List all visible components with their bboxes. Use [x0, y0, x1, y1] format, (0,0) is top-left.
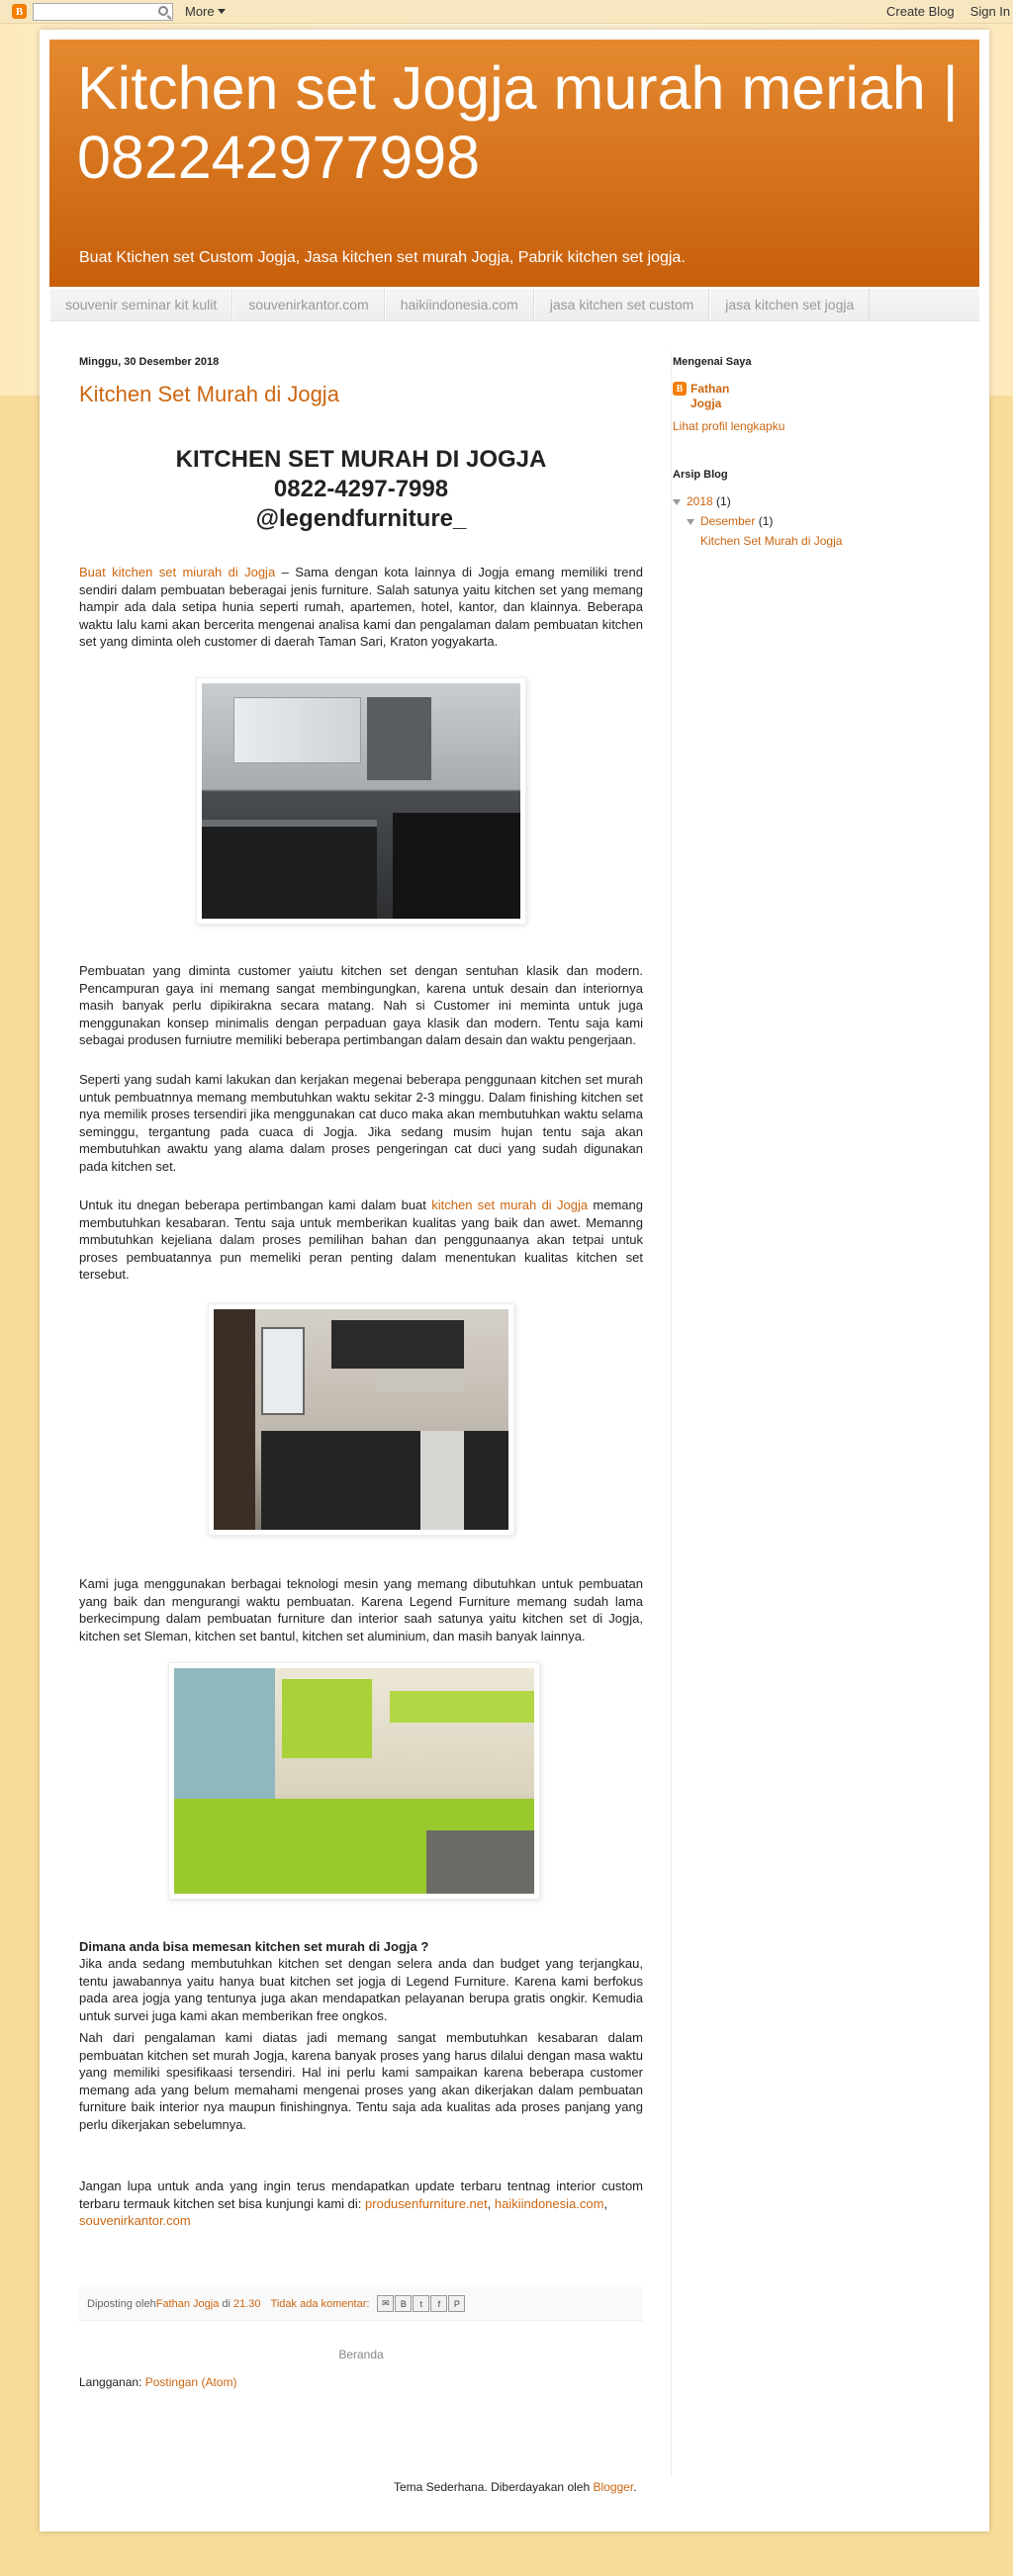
more-menu[interactable]: [185, 4, 226, 19]
at-label: di: [219, 2297, 234, 2310]
paragraph-6: Jika anda sedang membutuhkan kitchen set dengan selera anda dan budget yang terjangkau, tentu jawabannya yaitu hanya buat kitchen set jogja di Legend Furniture. Karena kami berfokus pada area jogja yang tentunya juga akan mendapatkan pelayanan berupa gratis ongkir. Kemudia untuk survei juga kami akan memberikan free ongkos.: [79, 1956, 643, 2023]
beranda-link[interactable]: Beranda: [338, 2348, 384, 2361]
profile-name-link[interactable]: Jogja: [691, 397, 722, 410]
kitchen-photo-modern-black: [202, 683, 520, 919]
blogger-logo-icon[interactable]: B: [12, 4, 27, 19]
blogger-profile-icon: B: [673, 382, 687, 396]
post-heading: [79, 445, 643, 534]
paragraph-8: [79, 2177, 643, 2230]
kitchen-image-3[interactable]: [168, 1662, 540, 1900]
attribution-end: .: [633, 2480, 637, 2494]
archive-month: [687, 514, 930, 528]
tab-souvenirkantor[interactable]: souvenirkantor.com: [232, 289, 384, 320]
post-time-link[interactable]: 21.30: [233, 2297, 261, 2310]
kitchen-image-2[interactable]: [208, 1303, 514, 1536]
link-produsenfurniture[interactable]: produsenfurniture.net: [365, 2195, 488, 2211]
navbar-search[interactable]: [33, 3, 173, 21]
paragraph-5: Kami juga menggunakan berbagai teknologi mesin yang memang dibutuhkan untuk pembuatan yang baik dan mengurangi waktu pembuatan. Karena Legend Furniture memang sudah lama berkecimpung dalam pembuatan furniture dan interior saah satunya yaitu kitchen set di Jogja, kitchen set Sleman, kitchen set bantul, kitchen set aluminium, dan masih banyak lainnya.: [79, 1576, 643, 1643]
author-link[interactable]: Fathan Jogja: [155, 2297, 220, 2310]
paragraph-7: Nah dari pengalaman kami diatas jadi memang sangat membutuhkan kesabaran dalam pembuatan kitchen set murah Jogja, karena banyak proses yang harus dilalui dengan masa waktu yang memiliki spesifikaasi tersendiri. Hal ini perlu kami sampaikan karena beberapa customer memang ada yang belum memahami mengenai proses yang akan dikerjakan dalam pembuatan furniture baik interior nya maupun finishingnya. Tentu saja ada kualitas ada proses panjang yang perlu dikerjakan sebelumnya.: [79, 2030, 643, 2132]
langganan-label: Langganan:: [79, 2375, 145, 2389]
archive-month-count: (1): [755, 514, 774, 528]
blogger-navbar: [0, 0, 1013, 24]
post-date: Minggu, 30 Desember 2018: [79, 356, 220, 368]
view-full-profile-link[interactable]: Lihat profil lengkapku: [673, 419, 785, 433]
archive-month-link[interactable]: Desember: [700, 514, 756, 528]
search-icon[interactable]: [158, 6, 168, 16]
create-blog-link[interactable]: Create Blog: [886, 4, 955, 19]
kitchen-photo-l-shape: [214, 1309, 508, 1530]
tab-jasa-kitchen-set-jogja[interactable]: jasa kitchen set jogja: [709, 289, 870, 320]
tab-jasa-kitchen-set-custom[interactable]: jasa kitchen set custom: [534, 289, 710, 320]
link-souvenirkantor[interactable]: souvenirkantor.com: [79, 2213, 191, 2228]
sidebar-divider: [671, 351, 672, 2477]
blog-title[interactable]: Kitchen set Jogja murah meriah | 082242977998: [77, 54, 959, 191]
heading-instagram: @legendfurniture_: [255, 505, 467, 532]
sidebar: [673, 356, 930, 548]
post-link-kitchen-set-murah[interactable]: kitchen set murah di Jogja: [431, 1198, 589, 1212]
sign-in-link[interactable]: Sign In: [969, 4, 1011, 19]
kitchen-image-1[interactable]: [196, 677, 526, 925]
post-link-kitchen-set[interactable]: Buat kitchen set miurah di Jogja: [79, 565, 276, 579]
comments-link[interactable]: Tidak ada komentar:: [270, 2297, 370, 2310]
blog-header: [49, 40, 979, 287]
subscription-links: [79, 2375, 236, 2389]
paragraph-4-text-b: memang membutuhkan kesabaran. Tentu saja untuk memberikan kualitas yang baik dan awet. Memanng mmbutuhkan kejeliana dalam proses pemilihan bahan dan penggunaanya akan tetpai untuk proses pembuatannya pun memeliki peran penting dalam menentukan kualitas kitchen set tersebut.: [79, 1198, 643, 1282]
main-column: [79, 356, 643, 534]
post-footer: [79, 2287, 643, 2321]
facebook-icon[interactable]: f: [430, 2295, 447, 2312]
question-heading: Dimana anda bisa memesan kitchen set murah di Jogja ?: [79, 1939, 429, 1954]
blog-description: Buat Ktichen set Custom Jogja, Jasa kitchen set murah Jogja, Pabrik kitchen set jogja.: [79, 249, 686, 266]
link-haikiindonesia[interactable]: haikiindonesia.com: [494, 2195, 604, 2211]
separator: ,: [603, 2195, 608, 2211]
paragraph-3: Seperti yang sudah kami lakukan dan kerjakan megenai beberapa penggunaan kitchen set murah untuk pembuatnnya memang membutuhkan waktu sekitar 2-3 minggu. Dalam finishing kitchen set nya memilik proses tersendiri jika menggunakan cat duco maka akan membutuhkan waktu selama seminggu, tergantung pada cuaca di Jogja. Jika sedang musim hujan tentu saja akan membutuhkan awaktu yang alama dalam proses pengeringan cat duci yang sudah digunakan pada kitchen set.: [79, 1072, 643, 1174]
collapse-toggle-icon[interactable]: [687, 519, 694, 525]
separator: ,: [487, 2195, 495, 2211]
blogger-link[interactable]: Blogger: [593, 2480, 634, 2494]
paragraph-1-text: – Sama dengan kota lainnya di Jogja emang memiliki trend sendiri dalam pembuatan beberagai jenis furniture. Salah satunya yaitu kitchen set yang memang hampir ada dala setipa hunia seperti rumah, apartemen, hotel, kantor, dan klainnya. Beberapa waktu lalu kami akan bercerita mengenai analisa kami dan pengalaman dalam pembuatan kitchen set yang diminta oleh customer di daerah Taman Sari, Kraton yogyakarta.: [79, 565, 643, 649]
page-tabs: [49, 289, 979, 321]
tab-haikiindonesia[interactable]: haikiindonesia.com: [385, 289, 534, 320]
heading-line: KITCHEN SET MURAH DI JOGJA: [175, 446, 547, 473]
archive-post-link[interactable]: Kitchen Set Murah di Jogja: [700, 534, 843, 548]
archive-year: [673, 494, 930, 508]
attribution: [40, 2480, 989, 2494]
heading-phone: 0822-4297-7998: [273, 476, 449, 502]
blogthis-icon[interactable]: B: [395, 2295, 412, 2312]
profile-name-link[interactable]: Fathan: [691, 382, 730, 396]
about-heading: Mengenai Saya: [673, 356, 752, 368]
share-buttons: [377, 2295, 465, 2312]
attribution-text: Tema Sederhana. Diberdayakan oleh: [394, 2480, 594, 2494]
paragraph-4: [79, 1197, 643, 1284]
pinterest-icon[interactable]: P: [448, 2295, 465, 2312]
paragraph-2: Pembuatan yang diminta customer yaiutu kitchen set dengan sentuhan klasik dan modern. Pencampuran gaya ini memang sangat membingungkan, karena untuk desain dan interiornya masih banyak perlu dipikirakna secara matang. Nah si Customer ini meminta untuk juga menggunakan konsep minimalis dengan perpaduan gaya klasik dan modern. Tentu saja kami sebagai produsen furniutre memiliki beberapa pertimbangan dalam desain dan waktu pengerjaan.: [79, 963, 643, 1047]
tab-souvenir-seminar-kit[interactable]: souvenir seminar kit kulit: [49, 289, 232, 320]
archive-post-item: [700, 534, 930, 548]
paragraph-8-text: Jangan lupa untuk anda yang ingin terus mendapatkan update terbaru tentnag interior custom terbaru termauk kitchen set bisa kunjungi kami di:: [79, 2178, 643, 2211]
more-label[interactable]: More: [185, 4, 215, 19]
navbar-search-input[interactable]: [34, 5, 150, 21]
atom-feed-link[interactable]: Postingan (Atom): [144, 2375, 237, 2389]
post-title[interactable]: Kitchen Set Murah di Jogja: [79, 382, 339, 406]
content-outer: [40, 30, 989, 2532]
paragraph-1: [79, 564, 643, 651]
posted-by-label: Diposting oleh: [87, 2297, 156, 2310]
archive-heading: Arsip Blog: [673, 469, 728, 481]
collapse-toggle-icon[interactable]: [673, 499, 681, 505]
paragraph-4-text-a: Untuk itu dnegan beberapa pertimbangan kami dalam buat: [79, 1198, 432, 1212]
twitter-icon[interactable]: t: [413, 2295, 429, 2312]
email-icon[interactable]: ✉: [377, 2295, 394, 2312]
chevron-down-icon[interactable]: [218, 9, 226, 14]
archive-year-count: (1): [712, 494, 731, 508]
archive-year-link[interactable]: 2018: [687, 494, 713, 508]
kitchen-photo-lime-green: [174, 1668, 534, 1894]
